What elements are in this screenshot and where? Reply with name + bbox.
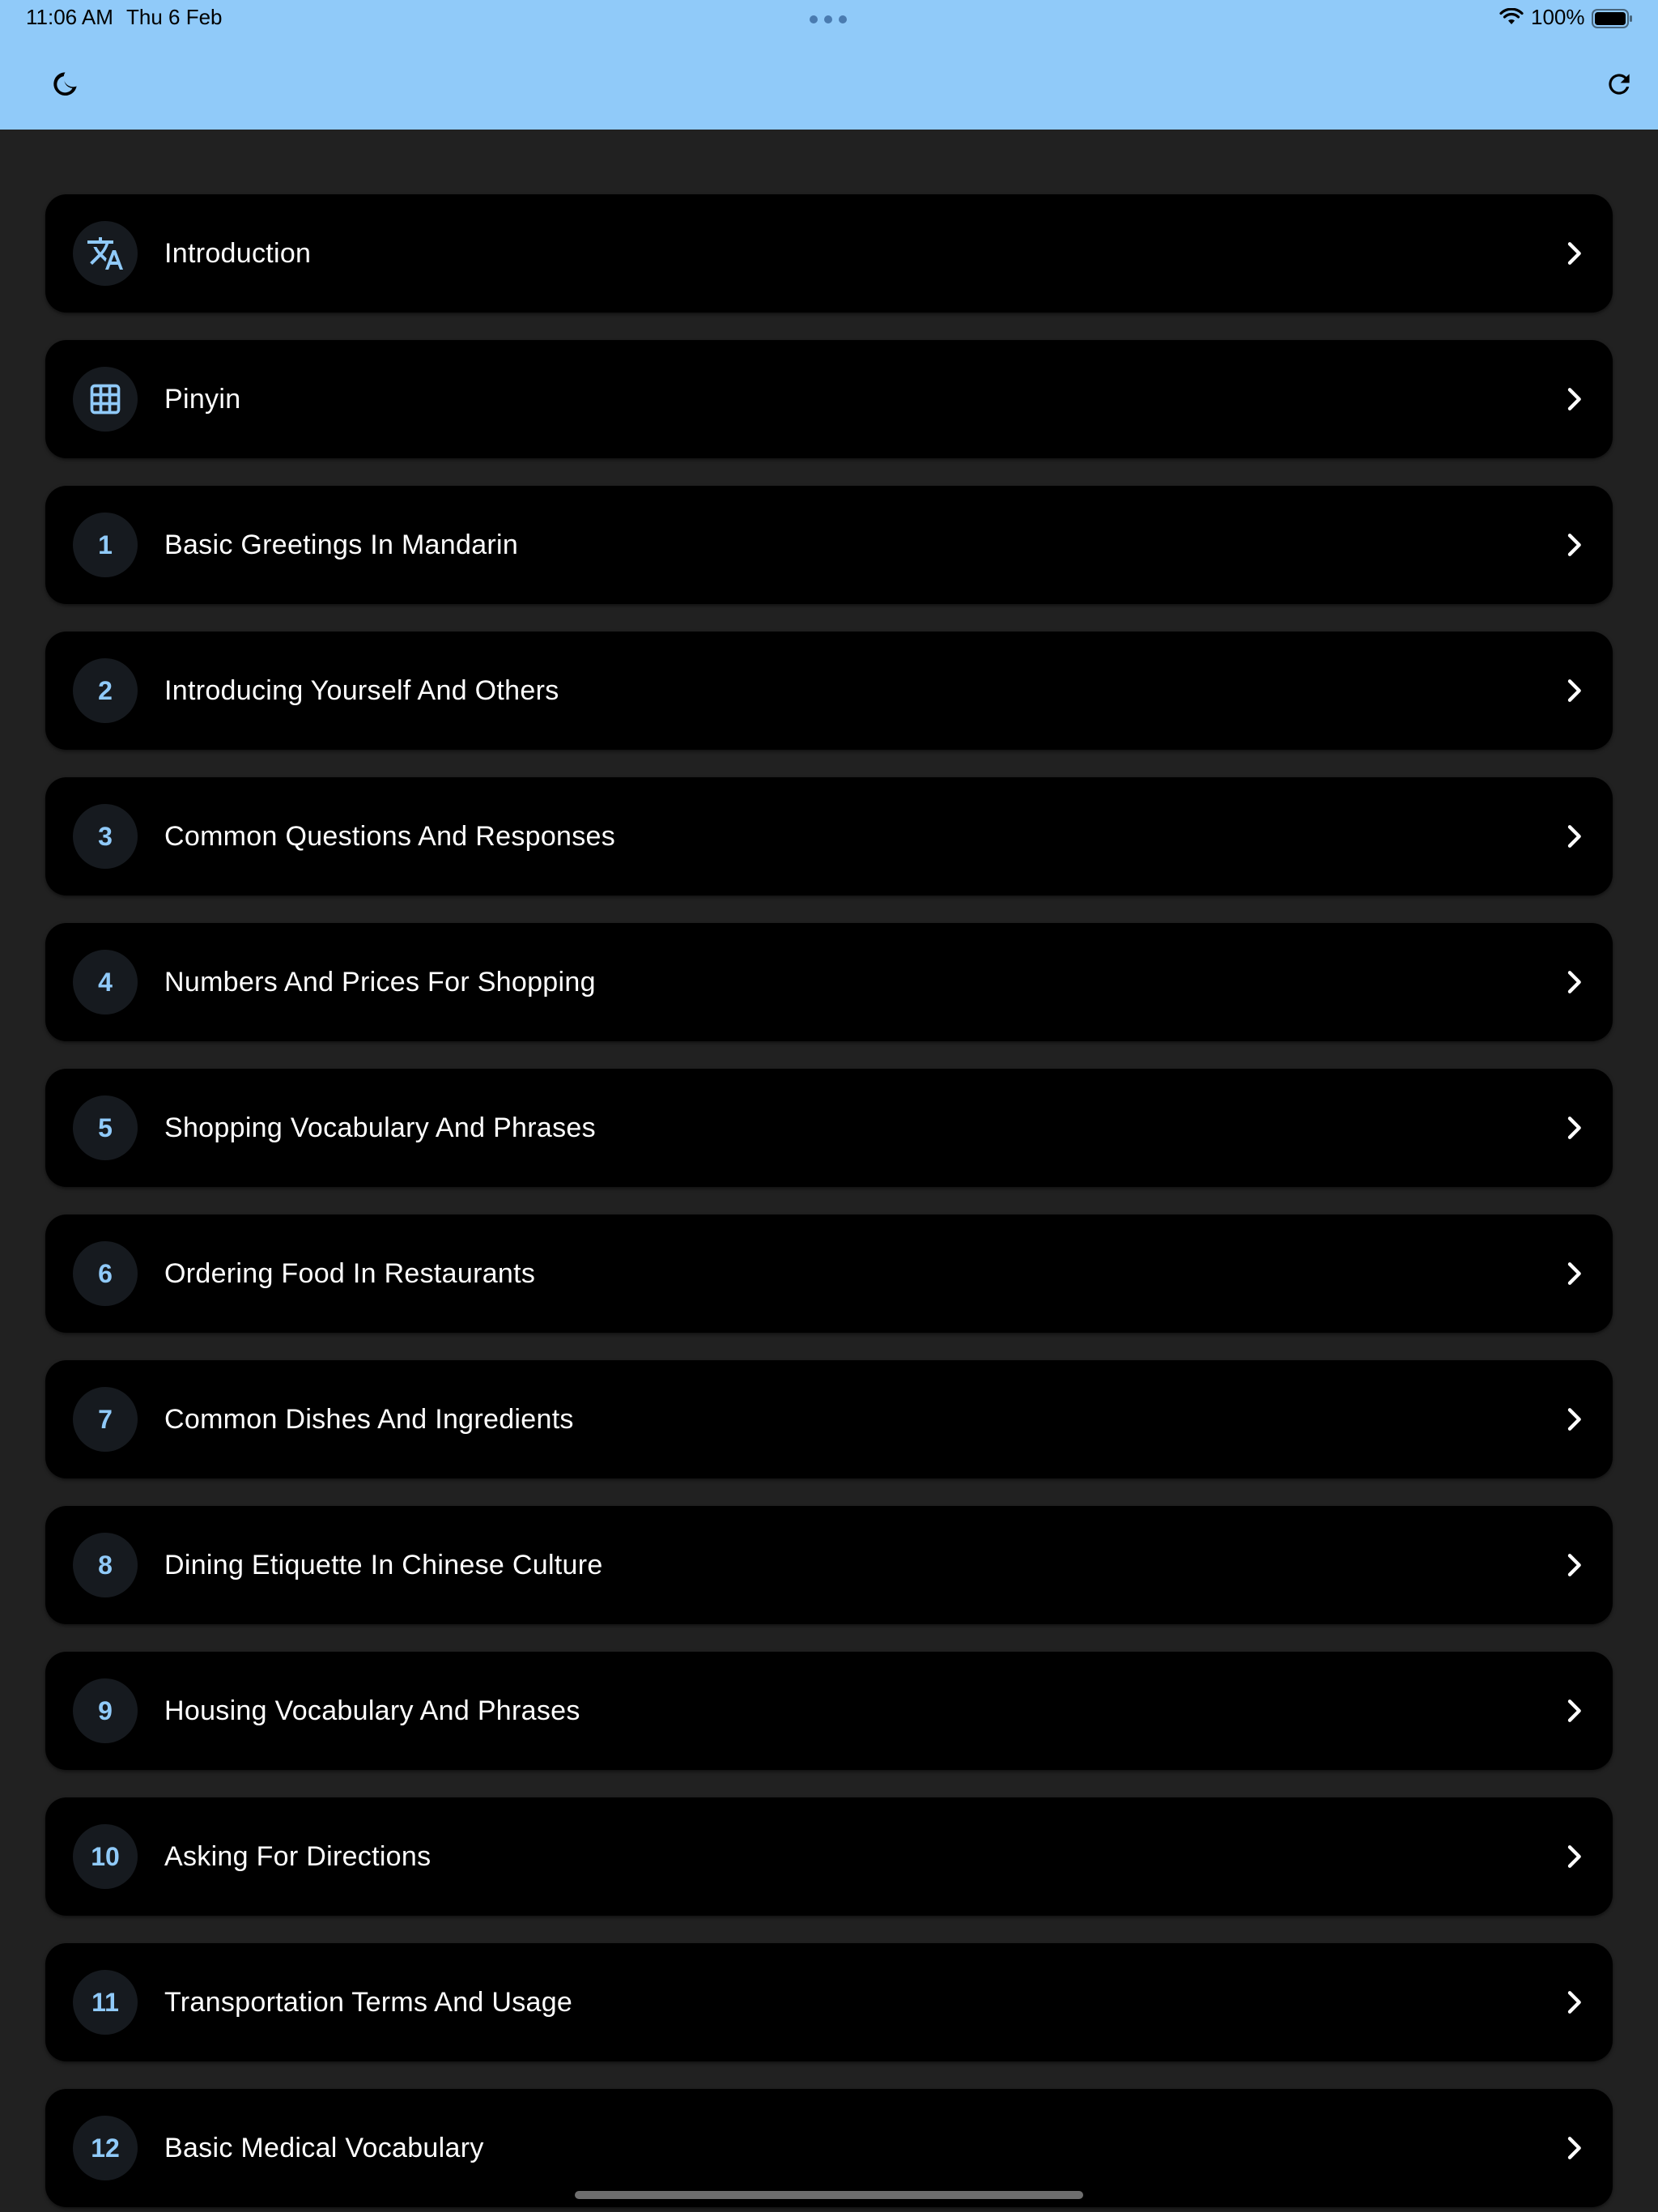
chevron-right-icon [1558,237,1590,270]
chevron-right-icon [1558,1403,1590,1436]
lesson-title: Shopping Vocabulary And Phrases [164,1112,596,1143]
lesson-title: Transportation Terms And Usage [164,1987,573,2018]
chevron-right-icon [1558,1986,1590,2018]
lesson-title: Asking For Directions [164,1841,432,1872]
lesson-number-badge: 8 [73,1533,138,1597]
battery-percentage: 100% [1531,5,1585,29]
dark-mode-toggle-button[interactable] [44,63,86,105]
lesson-number-badge: 3 [73,804,138,869]
chevron-right-icon [1558,2132,1590,2164]
chevron-right-icon [1558,529,1590,561]
refresh-button[interactable] [1598,63,1640,105]
lesson-number-badge: 6 [73,1241,138,1306]
lesson-title: Introducing Yourself And Others [164,675,559,706]
lesson-title: Ordering Food In Restaurants [164,1258,536,1289]
chevron-right-icon [1558,1257,1590,1290]
lesson-number-badge: 1 [73,513,138,577]
lesson-card-5[interactable] [45,1069,1613,1187]
lesson-number-badge: 4 [73,950,138,1015]
lesson-number-badge: 7 [73,1387,138,1452]
lesson-card-1[interactable] [45,486,1613,604]
lesson-card-2[interactable] [45,632,1613,750]
lesson-title: Basic Medical Vocabulary [164,2133,484,2163]
home-indicator[interactable] [575,2191,1083,2199]
lesson-title: Basic Greetings In Mandarin [164,530,519,560]
lesson-avatar [73,367,138,432]
chevron-right-icon [1558,383,1590,415]
chevron-right-icon [1558,1549,1590,1581]
lesson-card-12[interactable] [45,2089,1613,2207]
lesson-card-8[interactable] [45,1506,1613,1624]
lesson-title: Introduction [164,238,312,269]
chevron-right-icon [1558,1840,1590,1873]
lesson-card-4[interactable] [45,923,1613,1041]
lesson-card-11[interactable] [45,1943,1613,2061]
lesson-number-badge: 12 [73,2116,138,2180]
moon-icon [49,68,81,100]
lesson-card-introduction[interactable] [45,194,1613,313]
refresh-icon [1604,69,1635,100]
battery-icon [1592,9,1634,28]
lesson-title: Housing Vocabulary And Phrases [164,1695,580,1726]
lesson-title: Dining Etiquette In Chinese Culture [164,1550,603,1580]
lesson-number-badge: 10 [73,1824,138,1889]
status-time: 11:06 AM [26,5,113,29]
lesson-card-3[interactable] [45,777,1613,895]
lesson-number-badge: 11 [73,1970,138,2035]
lesson-title: Common Dishes And Ingredients [164,1404,574,1435]
app-bar [0,0,1658,130]
lesson-avatar [73,221,138,286]
chevron-right-icon [1558,1695,1590,1727]
lesson-number-badge: 5 [73,1095,138,1160]
multitasking-dots-icon[interactable] [810,15,847,23]
chevron-right-icon [1558,674,1590,707]
chevron-right-icon [1558,966,1590,998]
lesson-card-10[interactable] [45,1797,1613,1916]
lesson-card-pinyin[interactable] [45,340,1613,458]
lesson-title: Common Questions And Responses [164,821,616,852]
chevron-right-icon [1558,1112,1590,1144]
wifi-icon [1499,8,1524,26]
chevron-right-icon [1558,820,1590,853]
lesson-number-badge: 9 [73,1678,138,1743]
lesson-card-6[interactable] [45,1214,1613,1333]
lesson-card-9[interactable] [45,1652,1613,1770]
translate-icon [86,234,125,273]
lesson-title: Numbers And Prices For Shopping [164,967,596,998]
grid-icon [87,381,123,417]
lesson-number-badge: 2 [73,658,138,723]
status-date: Thu 6 Feb [126,5,223,29]
lesson-title: Pinyin [164,384,241,415]
lesson-card-7[interactable] [45,1360,1613,1478]
